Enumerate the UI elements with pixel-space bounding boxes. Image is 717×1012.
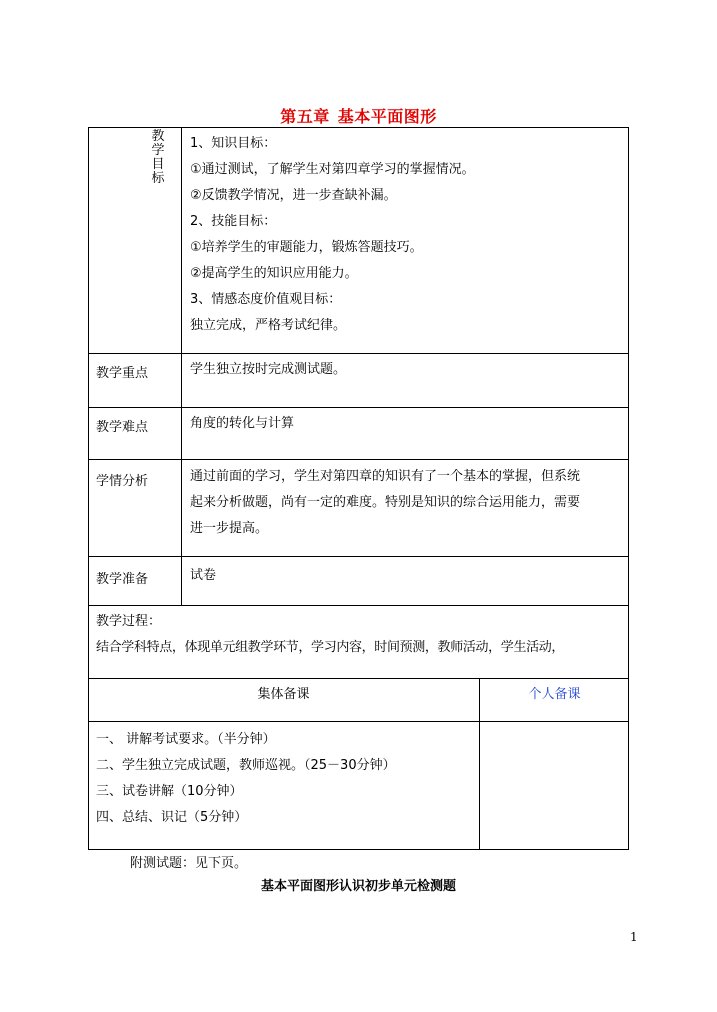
- label-column-divider: [181, 127, 182, 605]
- objectives-label-char: 目: [151, 157, 165, 172]
- objective-line: 3、情感态度价值观目标：: [190, 292, 342, 307]
- objective-line: ①培养学生的审题能力，锻炼答题技巧。: [190, 240, 423, 255]
- step-item: 四、总结、识记（5分钟）: [96, 810, 248, 825]
- objective-line: 1、知识目标：: [190, 136, 277, 151]
- page-number: 1: [630, 930, 638, 944]
- step-item: 二、学生独立完成试题，教师巡视。（25－30分钟）: [96, 758, 396, 773]
- difficulties-text: 角度的转化与计算: [190, 416, 295, 431]
- row-divider: [88, 353, 629, 354]
- preparation-text: 试卷: [190, 568, 217, 583]
- difficulties-label: 教学难点: [96, 420, 149, 435]
- chapter-number: 第五章: [280, 107, 330, 126]
- objectives-label-char: 学: [151, 143, 165, 158]
- objective-line: 独立完成，严格考试纪律。: [190, 318, 347, 333]
- preparation-label: 教学准备: [96, 572, 149, 587]
- objective-line: ①通过测试，了解学生对第四章学习的掌握情况。: [190, 162, 475, 177]
- chapter-name: 基本平面图形: [337, 107, 437, 126]
- process-heading: 教学过程：: [96, 614, 162, 629]
- row-divider: [88, 556, 629, 557]
- analysis-label: 学情分析: [96, 474, 149, 489]
- row-divider: [88, 459, 629, 460]
- step-item: 三、试卷讲解（10分钟）: [96, 784, 243, 799]
- row-divider: [88, 605, 629, 606]
- key-points-label: 教学重点: [96, 366, 149, 381]
- row-divider: [88, 678, 629, 679]
- objectives-label-char: 教: [151, 129, 165, 144]
- row-divider: [88, 721, 629, 722]
- key-points-text: 学生独立按时完成测试题。: [190, 362, 347, 377]
- test-title: 基本平面图形认识初步单元检测题: [260, 879, 456, 894]
- personal-header: 个人备课: [528, 687, 581, 702]
- objectives-label-char: 标: [151, 171, 165, 186]
- process-text: 结合学科特点，体现单元组教学环节，学习内容，时间预测，教师活动，学生活动，: [96, 640, 565, 655]
- personal-column-divider: [479, 678, 480, 850]
- attachment-note: 附测试题：见下页。: [130, 856, 248, 871]
- objectives-label: [150, 130, 166, 186]
- analysis-line: 进一步提高。: [190, 521, 269, 536]
- collective-header: 集体备课: [257, 687, 310, 702]
- objective-line: 2、技能目标：: [190, 214, 277, 229]
- objective-line: ②反馈教学情况，进一步查缺补漏。: [190, 188, 397, 203]
- row-divider: [88, 407, 629, 408]
- objective-line: ②提高学生的知识应用能力。: [190, 266, 358, 281]
- analysis-line: 起来分析做题，尚有一定的难度。特别是知识的综合运用能力，需要: [190, 495, 581, 510]
- page-title: [0, 104, 717, 127]
- step-item: 一、 讲解考试要求。（半分钟）: [96, 732, 276, 747]
- analysis-line: 通过前面的学习，学生对第四章的知识有了一个基本的掌握，但系统: [190, 469, 581, 484]
